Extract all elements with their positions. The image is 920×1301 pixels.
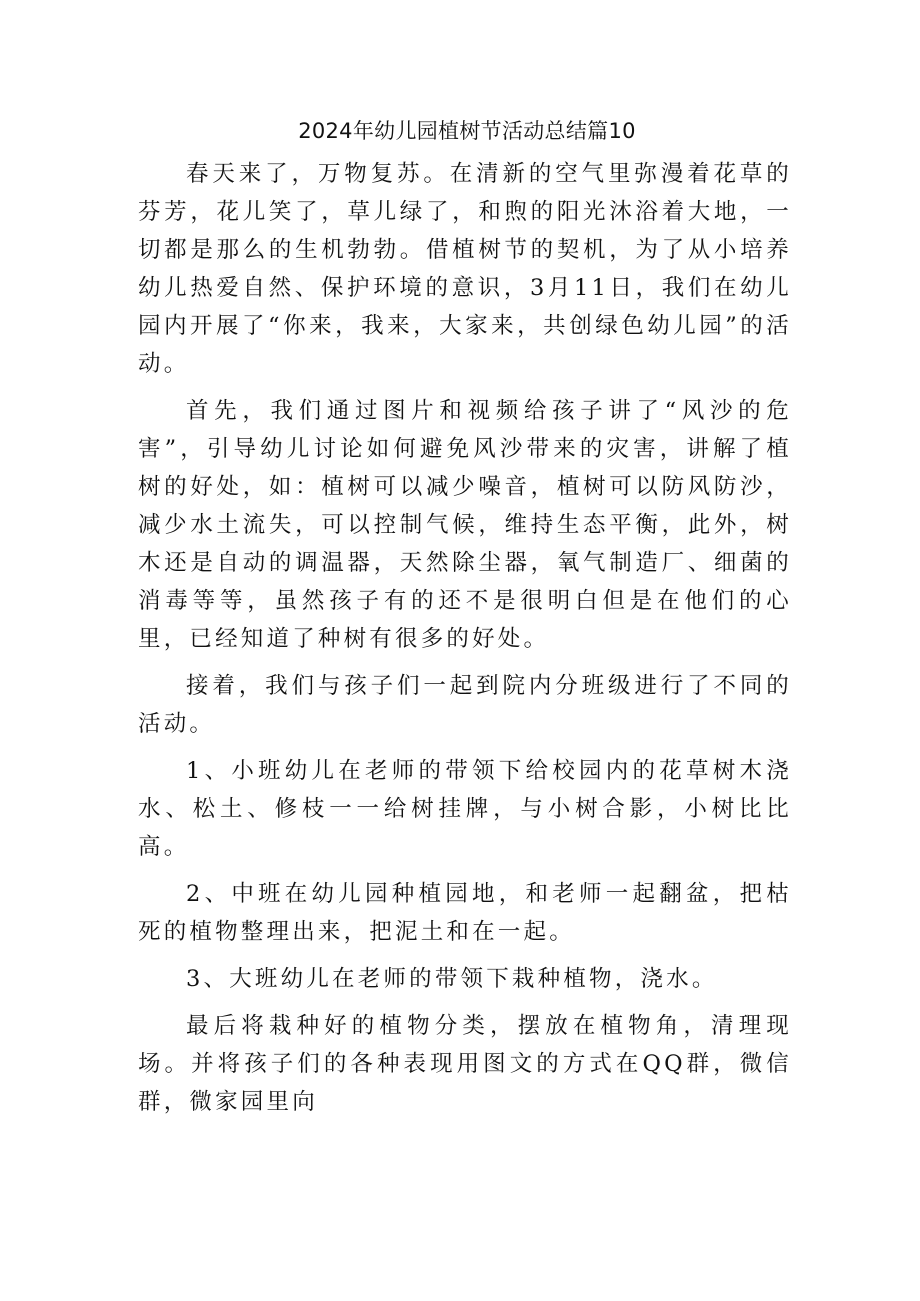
paragraph-next: 接着，我们与孩子们一起到院内分班级进行了不同的活动。 — [138, 673, 792, 737]
paragraph-item-2: 2、中班在幼儿园种植园地，和老师一起翻盆，把枯死的植物整理出来，把泥土和在一起。 — [138, 881, 792, 945]
paragraph-first: 首先，我们通过图片和视频给孩子讲了“风沙的危害”，引导幼儿讨论如何避免风沙带来的灾害，讲解了植树的好处，如：植树可以减少噪音，植树可以防风防沙，减少水土流失，可以控制气候，维持生态平衡，此外，树木还是自动的调温器，天然除尘器，氧气制造厂、细菌的消毒等等，虽然孩子有的还不是很明白但是在他们的心里，已经知道了种树有很多的好处。 — [138, 398, 792, 652]
document-title: 2024年幼儿园植树节活动总结篇10 — [298, 119, 636, 143]
paragraph-intro: 春天来了，万物复苏。在清新的空气里弥漫着花草的芬芳，花儿笑了，草儿绿了，和煦的阳光沐浴着大地，一切都是那么的生机勃勃。借植树节的契机，为了从小培养幼儿热爱自然、保护环境的意识，3月11日，我们在幼儿园内开展了“你来，我来，大家来，共创绿色幼儿园”的活动。 — [138, 161, 792, 377]
paragraph-item-1: 1、小班幼儿在老师的带领下给校园内的花草树木浇水、松土、修枝一一给树挂牌，与小树合影，小树比比高。 — [138, 758, 792, 860]
paragraph-final: 最后将栽种好的植物分类，摆放在植物角，清理现场。并将孩子们的各种表现用图文的方式在QQ群，微信群，微家园里向 — [138, 1013, 792, 1115]
paragraph-item-3: 3、大班幼儿在老师的带领下栽种植物，浇水。 — [186, 966, 718, 992]
